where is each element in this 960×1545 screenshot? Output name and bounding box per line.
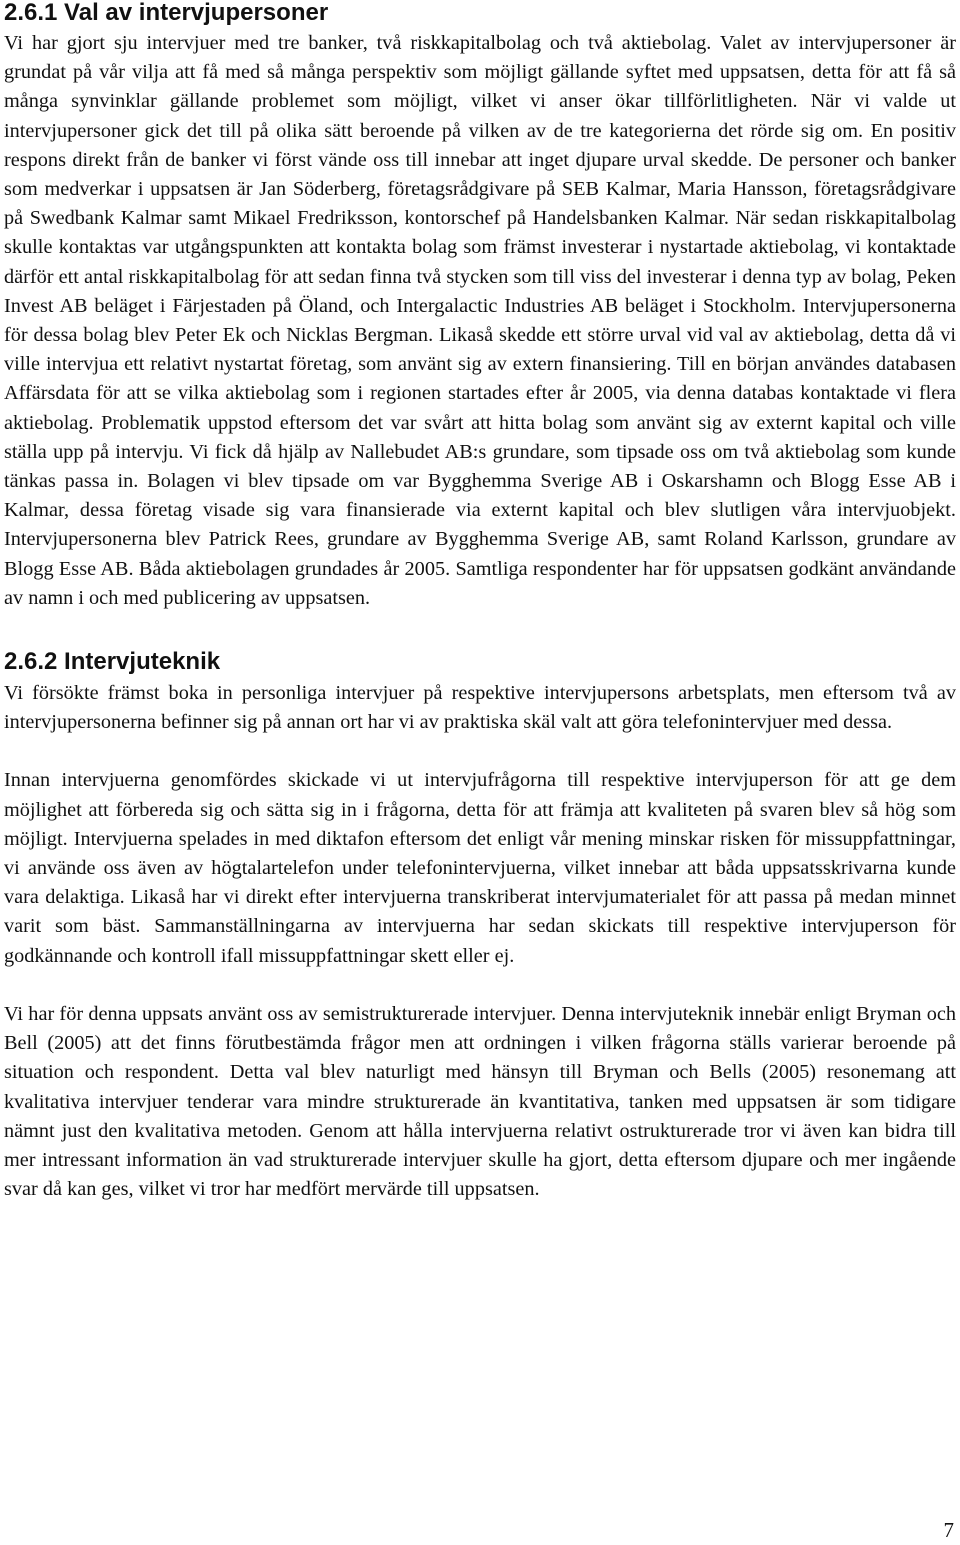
- paragraph-val-av-intervjupersoner: Vi har gjort sju intervjuer med tre banker, två riskkapitalbolag och två aktiebolag. Valet av intervjupersoner är grundat på vår vilja att få med så många perspektiv som möjligt gällande syftet med uppsatsen, detta för att få så många synvinklar gällande problemet som möjligt, vilket vi anser ökar tillförlitligheten. När vi valde ut intervjupersoner gick det till på olika sätt beroende på vilken av de tre kategorierna det rörde sig om. En positiv respons direkt från de banker vi först vände oss till innebar att inget djupare urval skedde. De personer och banker som medverkar i uppsatsen är Jan Söderberg, företagsrådgivare på SEB Kalmar, Maria Hansson, företagsrådgivare på Swedbank Kalmar samt Mikael Fredriksson, kontorschef på Handelsbanken Kalmar. När sedan riskkapitalbolag skulle kontaktas var utgångspunkten att kontakta bolag som främst investerar i nystartade aktiebolag, vi kontaktade därför ett antal riskkapitalbolag för att sedan finna två stycken som till viss del investerar i denna typ av bolag, Peken Invest AB beläget i Färjestaden på Öland, och Intergalactic Industries AB beläget i Stockholm. Intervjupersonerna för dessa bolag blev Peter Ek och Nicklas Bergman. Likaså skedde ett större urval vid val av aktiebolag, detta då vi ville intervjua ett relativt nystartat företag, som använt sig av extern finansiering. Till en början användes databasen Affärsdata för att se vilka aktiebolag som i regionen startades efter år 2005, via denna databas kontaktade vi flera aktiebolag. Problematik uppstod eftersom det var svårt att hitta bolag som använt sig av externt kapital och ville ställa upp på intervju. Vi fick då hjälp av Nallebudet AB:s grundare, som tipsade oss om två aktiebolag som kunde tänkas passa in. Bolagen vi blev tipsade om var Bygghemma Sverige AB i Oskarshamn och Blogg Esse AB i Kalmar, dessa företag visade sig vara finansierade via externt kapital och blev slutligen våra intervjuobjekt. Intervjupersonerna blev Patrick Rees, grundare av Bygghemma Sverige AB, samt Roland Karlsson, grundare av Blogg Esse AB. Båda aktiebolagen grundades år 2005. Samtliga respondenter har för uppsatsen godkänt användande av namn i och med publicering av uppsatsen.: [4, 32, 956, 609]
- paragraph-intervjuteknik-1: Vi försökte främst boka in personliga intervjuer på respektive intervjupersons arbetsplats, men eftersom två av intervjupersonerna befinner sig på annan ort har vi av praktiska skäl valt att göra telefonintervjuer med dessa.: [4, 682, 956, 734]
- document-page: [4, 0, 956, 1204]
- page-number: 7: [943, 1518, 954, 1542]
- paragraph-intervjuteknik-3: Vi har för denna uppsats använt oss av semistrukturerade intervjuer. Denna intervjuteknik innebär enligt Bryman och Bell (2005) att det finns förutbestämda frågor men att ordningen i vilken frågorna ställs varierar beroende på situation och respondent. Detta val blev naturligt med hänsyn till Bryman och Bells (2005) resonemang att kvalitativa intervjuer tenderar vara mindre strukturerade än kvantitativa, tanken med uppsatsen är som tidigare nämnt just den kvalitativa metoden. Genom att hålla intervjuerna relativt ostrukturerade tror vi även kan bidra till mer intressant information än vad strukturerade intervjuer skulle ha gjort, detta eftersom djupare och mer ingående svar då kan ges, vilket vi tror har medfört mervärde till uppsatsen.: [4, 1002, 956, 1201]
- section-heading-intervjuteknik: 2.6.2 Intervjuteknik: [4, 648, 221, 676]
- section-heading-val-av-intervjupersoner: 2.6.1 Val av intervjupersoner: [4, 0, 329, 26]
- paragraph-intervjuteknik-2: Innan intervjuerna genomfördes skickade vi ut intervjufrågorna till respektive intervjuperson för att ge dem möjlighet att förbereda sig och sätta sig in i frågorna, detta för att främja att kvaliteten på svaren blev så hög som möjligt. Intervjuerna spelades in med diktafon eftersom det enligt vår mening minskar risken för missuppfattningar, vi använde oss även av högtalartelefon under telefonintervjuerna, vilket innebar att båda uppsatsskrivarna kunde vara delaktiga. Likaså har vi direkt efter intervjuerna transkriberat intervjumaterialet för att passa på medan minnet varit som bäst. Sammanställningarna av intervjuerna har sedan skickats till respektive intervjuperson för godkännande och kontroll ifall missuppfattningar skett eller ej.: [4, 769, 956, 967]
